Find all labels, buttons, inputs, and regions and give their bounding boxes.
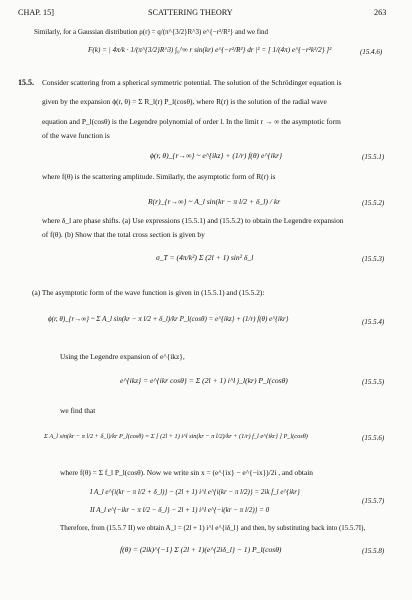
equation-15-4-6: F(k) = | 4π/k · 1/(π^{3/2}R^3) ∫₀^∞ r sin(kr) e^{−r²/R²} dr |² = [ 1/(4π) e^{−r²k²/2} ]² xyxy=(88,46,332,54)
eq-number-15-5-7: (15.5.7) xyxy=(362,497,385,505)
eq-number-15-5-8: (15.5.8) xyxy=(362,547,385,555)
chapter-label: CHAP. 15] xyxy=(18,8,54,17)
equation-15-5-6: Σ A_l sin(kr − π l/2 + δ_l)/kr P_l(cosθ) = Σ [ (2l + 1) i^l sin(kr − π l/2)/kr + (1/r) f_l e^{ikr} ] P_l(cosθ) xyxy=(44,433,308,440)
text-line-13: Therefore, from (15.5.7 II) we obtain A_l = (2l + 1) i^l e^{iδ_l} and then, by substituting back into (15.5.7I), xyxy=(60,524,366,532)
eq-number-15-5-2: (15.5.2) xyxy=(362,199,385,207)
eq-number-15-5-1: (15.5.1) xyxy=(362,153,385,161)
text-line-7: where δ_l are phase shifts. (a) Use expressions (15.5.1) and (15.5.2) to obtain the Legendre expansion xyxy=(42,216,344,225)
text-line-9: (a) The asymptotic form of the wave function is given in (15.5.1) and (15.5.2): xyxy=(32,288,265,297)
text-line-5: of the wave function is xyxy=(42,131,110,140)
text-line-3: given by the expansion ϕ(r, θ) = Σ R_l(r) P_l(cosθ), where R(r) is the solution of the radial wave xyxy=(42,97,327,106)
text-line-4: equation and P_l(cosθ) is the Legendre polynomial of order l. In the limit r → ∞ the asymptotic form xyxy=(42,117,341,126)
equation-15-5-4: ϕ(r, θ)_{r→∞} ~ Σ A_l sin(kr − π l/2 + δ_l)/kr P_l(cosθ) = e^{ikz} + (1/r) f(θ) e^{ikr} xyxy=(48,315,289,323)
equation-15-5-5: e^{ikz} = e^{ikr cosθ} = Σ (2l + 1) i^l j_l(kr) P_l(cosθ) xyxy=(120,376,288,385)
eq-number-15-5-6: (15.5.6) xyxy=(362,434,385,442)
running-title: SCATTERING THEORY xyxy=(148,8,233,17)
equation-15-5-7-ii: II A_l e^{−ikr − π l/2 − δ_l} − 2l + 1) i^l e^{−i(kr − π l/2)} = 0 xyxy=(90,506,270,514)
equation-15-5-3: σ_T = (4π/k²) Σ (2l + 1) sin² δ_l xyxy=(156,253,254,262)
problem-number: 15.5. xyxy=(18,78,34,87)
page-number: 263 xyxy=(374,8,387,17)
equation-15-5-2: R(r)_{r→∞} ~ A_l sin(kr − π l/2 + δ_l) / kr xyxy=(148,197,281,206)
equation-15-5-8: f(θ) = (2ik)^{−1} Σ (2l + 1)(e^{2iδ_l} − 1) P_l(cosθ) xyxy=(120,545,282,554)
text-line-10: Using the Legendre expansion of e^{ikz}, xyxy=(60,352,185,361)
text-line-6: where f(θ) is the scattering amplitude. Similarly, the asymptotic form of R(r) is xyxy=(42,172,276,181)
text-line-12: where f(θ) = Σ f_l P_l(cosθ). Now we write sin x = (e^{ix} − e^{−ix})/2i , and obtain xyxy=(60,468,313,477)
text-line-1: Similarly, for a Gaussian distribution ρ(r) = q/(π^{3/2}R^3) e^{−r²/R²} and we find xyxy=(34,28,269,36)
text-line-8: of f(θ). (b) Show that the total cross section is given by xyxy=(42,230,205,239)
text-line-2: Consider scattering from a spherical symmetric potential. The solution of the Schrödinger equation is xyxy=(42,78,342,87)
eq-number-15-4-6: (15.4.6) xyxy=(360,48,383,56)
eq-number-15-5-3: (15.5.3) xyxy=(362,255,385,263)
text-line-11: we find that xyxy=(60,406,96,415)
eq-number-15-5-5: (15.5.5) xyxy=(362,378,385,386)
eq-number-15-5-4: (15.5.4) xyxy=(362,318,385,326)
equation-15-5-1: ϕ(r, θ)_{r→∞} ~ e^{ikz} + (1/r) f(θ) e^{ikr} xyxy=(150,151,283,160)
equation-15-5-7-i: I A_l e^{i(kr − π l/2 + δ_l)} − (2l + 1) i^l e^{i(kr − π l/2)} = 2ik f_l e^{ikr} xyxy=(90,488,300,496)
